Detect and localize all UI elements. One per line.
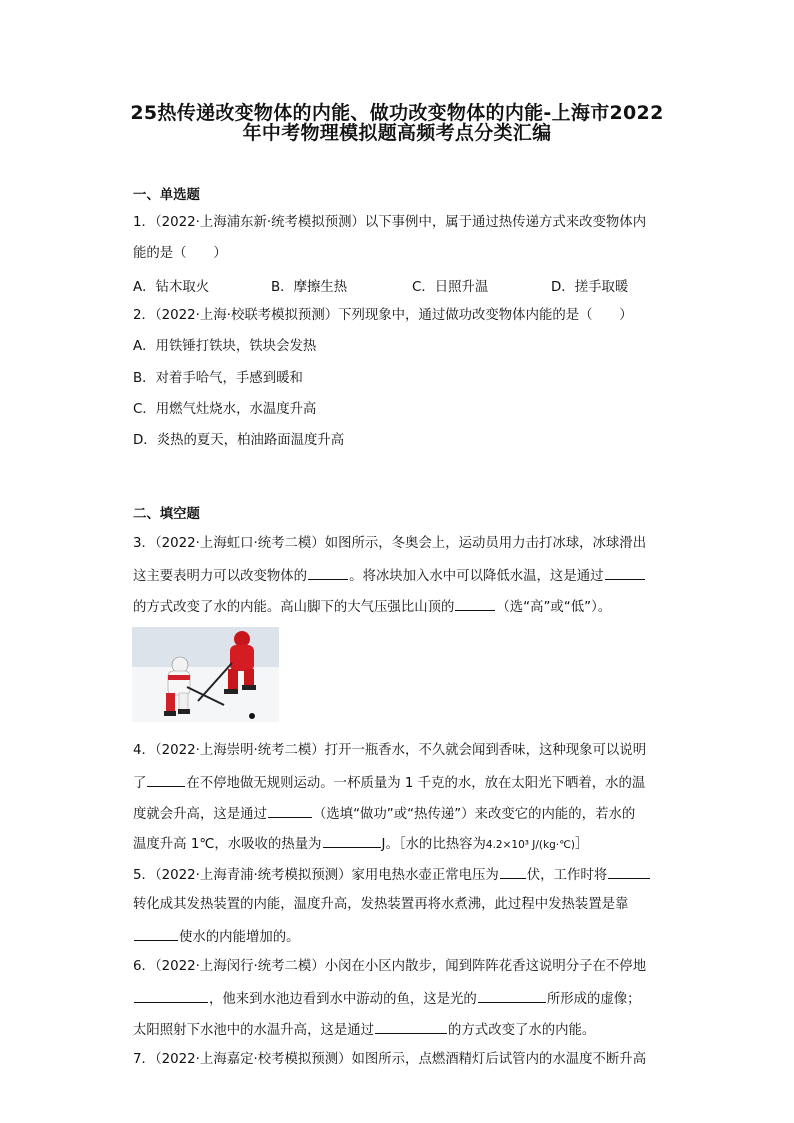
q5-blank-2[interactable] bbox=[608, 865, 650, 879]
q2-option-a: A．用铁锤打铁块，铁块会发热 bbox=[133, 339, 317, 354]
q2-option-c: C．用燃气灶烧水，水温度升高 bbox=[133, 402, 317, 417]
q6-text-line1: 6．（2022·上海闵行·统考二模）小闵在小区内散步，闻到阵阵花香这说明分子在不停地 bbox=[133, 959, 647, 974]
q1-text-line2: 能的是（ ） bbox=[133, 246, 227, 261]
puck-icon bbox=[249, 713, 255, 719]
doc-title-line2: 年中考物理模拟题高频考点分类汇编 bbox=[242, 122, 552, 144]
section-heading-fill-blank: 二、填空题 bbox=[133, 507, 200, 522]
q3-text-line1: 3．（2022·上海虹口·统考二模）如图所示，冬奥会上，运动员用力击打冰球，冰球滑出 bbox=[133, 536, 647, 551]
q4-text-line1: 4．（2022·上海崇明·统考二模）打开一瓶香水，不久就会闻到香味，这种现象可以说明 bbox=[133, 743, 647, 758]
section-heading-single-choice: 一、单选题 bbox=[133, 188, 200, 203]
q5-text-line1: 5．（2022·上海青浦·统考模拟预测）家用电热水壶正常电压为 伏，工作时将 bbox=[133, 865, 651, 885]
q4-text-line2: 了 在不停地做无规则运动。一杯质量为 1 千克的水，放在太阳光下晒着，水的温 bbox=[133, 773, 645, 793]
q5-blank-1[interactable] bbox=[500, 865, 526, 879]
q6-blank-1[interactable] bbox=[134, 989, 208, 1003]
q3-text-line3: 的方式改变了水的内能。高山脚下的大气压强比山顶的 （选“高”或“低”）。 bbox=[133, 597, 611, 617]
q4-text-line4: 温度升高 1℃，水吸收的热量为 J。［水的比热容为4.2×10³ J/(kg·℃)］ bbox=[133, 834, 588, 854]
q4-blank-2[interactable] bbox=[268, 804, 312, 818]
q6-text-line2: ，他来到水池边看到水中游动的鱼，这是光的 所形成的虚像； bbox=[133, 989, 641, 1009]
q5-blank-3[interactable] bbox=[134, 927, 178, 941]
q4-blank-1[interactable] bbox=[147, 773, 185, 787]
q6-text-line3: 太阳照射下水池中的水温升高，这是通过 的方式改变了水的内能。 bbox=[133, 1020, 595, 1040]
q3-blank-3[interactable] bbox=[455, 597, 495, 611]
q2-option-b: B．对着手哈气，手感到暖和 bbox=[133, 371, 303, 386]
q1-text-line1: 1．（2022·上海浦东新·统考模拟预测）以下事例中，属于通过热传递方式来改变物体内 bbox=[133, 215, 647, 230]
q1-option-c: C．日照升温 bbox=[412, 280, 489, 295]
q5-text-line3: 使水的内能增加的。 bbox=[133, 927, 300, 947]
q3-text-line2: 这主要表明力可以改变物体的 。将冰块加入水中可以降低水温，这是通过 bbox=[133, 566, 646, 586]
q1-option-d: D．搓手取暖 bbox=[551, 280, 629, 295]
q6-blank-3[interactable] bbox=[375, 1020, 447, 1034]
doc-title-line1: 25热传递改变物体的内能、做功改变物体的内能-上海市2022 bbox=[130, 102, 664, 124]
q5-text-line2: 转化成其发热装置的内能，温度升高，发热装置再将水煮沸，此过程中发热装置是靠 bbox=[133, 897, 629, 912]
ice-hockey-photo bbox=[132, 627, 279, 722]
q6-blank-2[interactable] bbox=[478, 989, 546, 1003]
q4-blank-3[interactable] bbox=[323, 834, 381, 848]
q2-text-line1: 2．（2022·上海·校联考模拟预测）下列现象中，通过做功改变物体内能的是（ ） bbox=[133, 308, 633, 323]
q2-option-d: D．炎热的夏天，柏油路面温度升高 bbox=[133, 433, 345, 448]
q4-text-line3: 度就会升高，这是通过 （选填“做功”或“热传递”）来改变它的内能的，若水的 bbox=[133, 804, 635, 824]
ice-hockey-illustration bbox=[132, 627, 279, 722]
q3-blank-2[interactable] bbox=[605, 566, 645, 580]
q3-blank-1[interactable] bbox=[308, 566, 348, 580]
q1-option-b: B．摩擦生热 bbox=[271, 280, 348, 295]
q1-option-a: A．钻木取火 bbox=[133, 280, 210, 295]
q7-text-line1: 7．（2022·上海嘉定·校考模拟预测）如图所示，点燃酒精灯后试管内的水温度不断升高 bbox=[133, 1052, 647, 1067]
